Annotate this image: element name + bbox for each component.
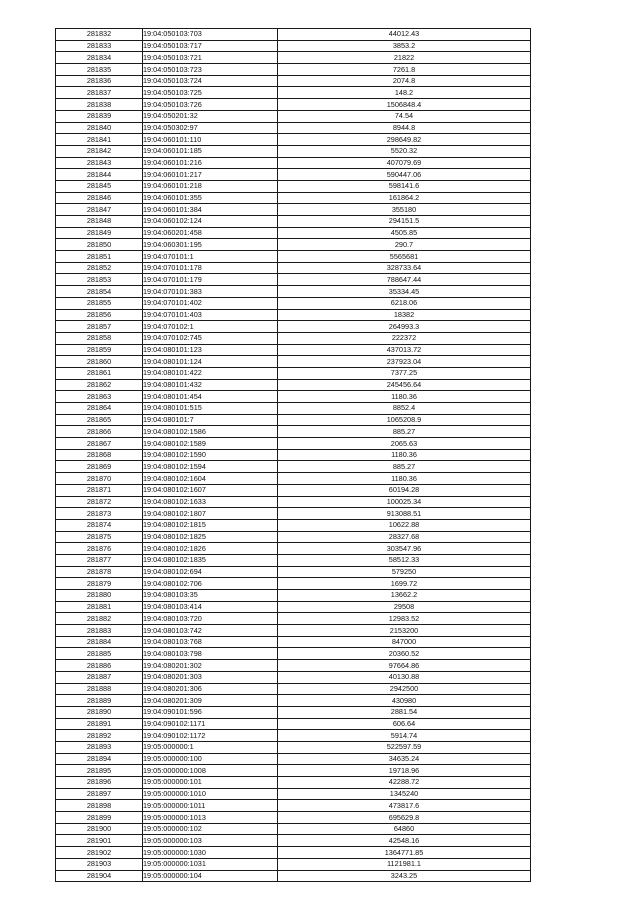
value-cell: 1180.36: [278, 473, 531, 485]
value-cell: 4505.85: [278, 227, 531, 239]
cadastral-number-cell: 19:04:080201:303: [143, 671, 278, 683]
cadastral-number-cell: 19:04:050103:724: [143, 75, 278, 87]
value-cell: 2881.54: [278, 706, 531, 718]
cadastral-number-cell: 19:04:080103:414: [143, 601, 278, 613]
table-row: [56, 777, 531, 789]
value-cell: 590447.06: [278, 169, 531, 181]
cadastral-number-cell: 19:04:050103:726: [143, 99, 278, 111]
table-row: [56, 122, 531, 134]
cadastral-number-cell: 19:04:080102:706: [143, 578, 278, 590]
value-cell: 7261.8: [278, 64, 531, 76]
row-number-cell: 281850: [56, 239, 143, 251]
cadastral-number-cell: 19:04:080101:124: [143, 356, 278, 368]
cadastral-number-cell: 19:05:000000:1: [143, 741, 278, 753]
cadastral-number-cell: 19:04:080101:123: [143, 344, 278, 356]
table-row: [56, 741, 531, 753]
cadastral-number-cell: 19:04:080103:742: [143, 625, 278, 637]
table-row: [56, 414, 531, 426]
cadastral-number-cell: 19:04:080201:306: [143, 683, 278, 695]
row-number-cell: 281862: [56, 379, 143, 391]
cadastral-number-cell: 19:04:060101:384: [143, 204, 278, 216]
value-cell: 12983.52: [278, 613, 531, 625]
cadastral-number-cell: 19:04:070101:178: [143, 262, 278, 274]
table-row: [56, 204, 531, 216]
table-row: [56, 800, 531, 812]
cadastral-number-cell: 19:04:080102:1633: [143, 496, 278, 508]
row-number-cell: 281863: [56, 391, 143, 403]
value-cell: 3853.2: [278, 40, 531, 52]
value-cell: 430980: [278, 695, 531, 707]
table-row: [56, 367, 531, 379]
table-row: [56, 531, 531, 543]
value-cell: 1506848.4: [278, 99, 531, 111]
cadastral-number-cell: 19:04:050103:725: [143, 87, 278, 99]
table-row: [56, 274, 531, 286]
table-row: [56, 601, 531, 613]
cadastral-number-cell: 19:04:080102:1835: [143, 554, 278, 566]
row-number-cell: 281852: [56, 262, 143, 274]
table-row: [56, 87, 531, 99]
row-number-cell: 281849: [56, 227, 143, 239]
cadastral-number-cell: 19:05:000000:1013: [143, 812, 278, 824]
row-number-cell: 281892: [56, 730, 143, 742]
table-row: [56, 227, 531, 239]
table-row: [56, 239, 531, 251]
value-cell: 2065.63: [278, 438, 531, 450]
cadastral-number-cell: 19:04:080102:1807: [143, 508, 278, 520]
table-row: [56, 297, 531, 309]
table-row: [56, 391, 531, 403]
value-cell: 264993.3: [278, 321, 531, 333]
table-row: [56, 648, 531, 660]
cadastral-number-cell: 19:05:000000:1008: [143, 765, 278, 777]
cadastral-number-cell: 19:04:080102:1815: [143, 519, 278, 531]
cadastral-number-cell: 19:04:060101:110: [143, 134, 278, 146]
row-number-cell: 281835: [56, 64, 143, 76]
row-number-cell: 281879: [56, 578, 143, 590]
value-cell: 8944.8: [278, 122, 531, 134]
row-number-cell: 281869: [56, 461, 143, 473]
row-number-cell: 281903: [56, 858, 143, 870]
value-cell: 5520.32: [278, 145, 531, 157]
cadastral-number-cell: 19:04:050302:97: [143, 122, 278, 134]
value-cell: 1065208.9: [278, 414, 531, 426]
cadastral-number-cell: 19:04:080201:309: [143, 695, 278, 707]
value-cell: 5914.74: [278, 730, 531, 742]
value-cell: 74.54: [278, 110, 531, 122]
row-number-cell: 281845: [56, 180, 143, 192]
table-row: [56, 812, 531, 824]
row-number-cell: 281893: [56, 741, 143, 753]
cadastral-number-cell: 19:05:000000:1011: [143, 800, 278, 812]
value-cell: 100025.34: [278, 496, 531, 508]
row-number-cell: 281874: [56, 519, 143, 531]
table-row: [56, 216, 531, 228]
cadastral-number-cell: 19:04:060301:195: [143, 239, 278, 251]
value-cell: 328733.64: [278, 262, 531, 274]
cadastral-number-cell: 19:04:080103:720: [143, 613, 278, 625]
table-row: [56, 484, 531, 496]
value-cell: 473817.6: [278, 800, 531, 812]
cadastral-number-cell: 19:04:060101:355: [143, 192, 278, 204]
table-row: [56, 180, 531, 192]
cadastral-number-cell: 19:04:080101:432: [143, 379, 278, 391]
table-row: [56, 251, 531, 263]
row-number-cell: 281882: [56, 613, 143, 625]
table-row: [56, 169, 531, 181]
value-cell: 44012.43: [278, 29, 531, 41]
cadastral-number-cell: 19:04:080102:694: [143, 566, 278, 578]
value-cell: 5565681: [278, 251, 531, 263]
value-cell: 161864.2: [278, 192, 531, 204]
cadastral-number-cell: 19:04:060102:124: [143, 216, 278, 228]
row-number-cell: 281836: [56, 75, 143, 87]
row-number-cell: 281886: [56, 660, 143, 672]
value-cell: 6218.06: [278, 297, 531, 309]
table-row: [56, 625, 531, 637]
row-number-cell: 281889: [56, 695, 143, 707]
table-row: [56, 64, 531, 76]
cadastral-number-cell: 19:04:080101:515: [143, 403, 278, 415]
value-cell: 64860: [278, 823, 531, 835]
cadastral-number-cell: 19:04:080102:1589: [143, 438, 278, 450]
value-cell: 579250: [278, 566, 531, 578]
row-number-cell: 281872: [56, 496, 143, 508]
value-cell: 598141.6: [278, 180, 531, 192]
table-row: [56, 858, 531, 870]
cadastral-number-cell: 19:04:080102:1590: [143, 449, 278, 461]
value-cell: 2942500: [278, 683, 531, 695]
value-cell: 885.27: [278, 426, 531, 438]
table-row: [56, 718, 531, 730]
row-number-cell: 281883: [56, 625, 143, 637]
row-number-cell: 281860: [56, 356, 143, 368]
value-cell: 42288.72: [278, 777, 531, 789]
table-row: [56, 590, 531, 602]
cadastral-number-cell: 19:05:000000:1030: [143, 847, 278, 859]
value-cell: 1180.36: [278, 449, 531, 461]
row-number-cell: 281897: [56, 788, 143, 800]
table-row: [56, 636, 531, 648]
table-row: [56, 823, 531, 835]
table-row: [56, 835, 531, 847]
value-cell: 1345240: [278, 788, 531, 800]
table-row: [56, 671, 531, 683]
table-row: [56, 321, 531, 333]
table-row: [56, 262, 531, 274]
value-cell: 298649.82: [278, 134, 531, 146]
row-number-cell: 281898: [56, 800, 143, 812]
row-number-cell: 281848: [56, 216, 143, 228]
value-cell: 2074.8: [278, 75, 531, 87]
cadastral-number-cell: 19:04:080103:768: [143, 636, 278, 648]
table-row: [56, 449, 531, 461]
table-row: [56, 110, 531, 122]
cadastral-number-cell: 19:04:060101:185: [143, 145, 278, 157]
value-cell: 42548.16: [278, 835, 531, 847]
cadastral-number-cell: 19:04:050201:32: [143, 110, 278, 122]
table-row: [56, 379, 531, 391]
cadastral-number-cell: 19:04:060201:458: [143, 227, 278, 239]
table-row: [56, 157, 531, 169]
row-number-cell: 281838: [56, 99, 143, 111]
value-cell: 18382: [278, 309, 531, 321]
table-row: [56, 29, 531, 41]
table-row: [56, 145, 531, 157]
cadastral-number-cell: 19:04:070101:402: [143, 297, 278, 309]
row-number-cell: 281890: [56, 706, 143, 718]
row-number-cell: 281833: [56, 40, 143, 52]
cadastral-number-cell: 19:04:070102:1: [143, 321, 278, 333]
table-row: [56, 134, 531, 146]
row-number-cell: 281891: [56, 718, 143, 730]
cadastral-number-cell: 19:04:080102:1604: [143, 473, 278, 485]
value-cell: 40130.88: [278, 671, 531, 683]
table-row: [56, 870, 531, 882]
value-cell: 407079.69: [278, 157, 531, 169]
value-cell: 19718.96: [278, 765, 531, 777]
cadastral-number-cell: 19:05:000000:103: [143, 835, 278, 847]
table-row: [56, 426, 531, 438]
value-cell: 29508: [278, 601, 531, 613]
row-number-cell: 281878: [56, 566, 143, 578]
cadastral-number-cell: 19:04:080103:798: [143, 648, 278, 660]
row-number-cell: 281847: [56, 204, 143, 216]
row-number-cell: 281858: [56, 332, 143, 344]
table-row: [56, 40, 531, 52]
row-number-cell: 281859: [56, 344, 143, 356]
cadastral-number-cell: 19:04:080101:422: [143, 367, 278, 379]
value-cell: 606.64: [278, 718, 531, 730]
cadastral-number-cell: 19:05:000000:104: [143, 870, 278, 882]
cadastral-number-cell: 19:04:080102:1607: [143, 484, 278, 496]
table-row: [56, 543, 531, 555]
table-row: [56, 566, 531, 578]
cadastral-number-cell: 19:04:080102:1826: [143, 543, 278, 555]
cadastral-number-cell: 19:04:090101:596: [143, 706, 278, 718]
row-number-cell: 281857: [56, 321, 143, 333]
value-cell: 695629.8: [278, 812, 531, 824]
row-number-cell: 281839: [56, 110, 143, 122]
value-cell: 913088.51: [278, 508, 531, 520]
row-number-cell: 281899: [56, 812, 143, 824]
value-cell: 437013.72: [278, 344, 531, 356]
value-cell: 1699.72: [278, 578, 531, 590]
cadastral-number-cell: 19:05:000000:100: [143, 753, 278, 765]
value-cell: 222372: [278, 332, 531, 344]
table-row: [56, 788, 531, 800]
cadastral-number-cell: 19:04:080102:1594: [143, 461, 278, 473]
row-number-cell: 281851: [56, 251, 143, 263]
value-cell: 1364771.85: [278, 847, 531, 859]
row-number-cell: 281877: [56, 554, 143, 566]
row-number-cell: 281832: [56, 29, 143, 41]
row-number-cell: 281865: [56, 414, 143, 426]
table-row: [56, 473, 531, 485]
value-cell: 8852.4: [278, 403, 531, 415]
cadastral-number-cell: 19:04:050103:721: [143, 52, 278, 64]
table-row: [56, 75, 531, 87]
row-number-cell: 281870: [56, 473, 143, 485]
cadastral-number-cell: 19:05:000000:1031: [143, 858, 278, 870]
cadastral-number-cell: 19:04:080102:1825: [143, 531, 278, 543]
table-row: [56, 683, 531, 695]
value-cell: 237923.04: [278, 356, 531, 368]
table-row: [56, 554, 531, 566]
table-row: [56, 847, 531, 859]
row-number-cell: 281843: [56, 157, 143, 169]
value-cell: 97664.86: [278, 660, 531, 672]
table-row: [56, 765, 531, 777]
table-row: [56, 332, 531, 344]
cadastral-number-cell: 19:04:050103:703: [143, 29, 278, 41]
cadastral-number-cell: 19:04:060101:217: [143, 169, 278, 181]
row-number-cell: 281902: [56, 847, 143, 859]
row-number-cell: 281861: [56, 367, 143, 379]
row-number-cell: 281895: [56, 765, 143, 777]
cadastral-number-cell: 19:04:070101:403: [143, 309, 278, 321]
value-cell: 60194.28: [278, 484, 531, 496]
table-row: [56, 706, 531, 718]
table-row: [56, 356, 531, 368]
row-number-cell: 281896: [56, 777, 143, 789]
cadastral-number-cell: 19:04:080101:7: [143, 414, 278, 426]
row-number-cell: 281842: [56, 145, 143, 157]
table-row: [56, 578, 531, 590]
value-cell: 148.2: [278, 87, 531, 99]
row-number-cell: 281854: [56, 286, 143, 298]
table-row: [56, 496, 531, 508]
value-cell: 1180.36: [278, 391, 531, 403]
value-cell: 10622.88: [278, 519, 531, 531]
row-number-cell: 281901: [56, 835, 143, 847]
row-number-cell: 281866: [56, 426, 143, 438]
row-number-cell: 281867: [56, 438, 143, 450]
table-row: [56, 613, 531, 625]
value-cell: 290.7: [278, 239, 531, 251]
value-cell: 3243.25: [278, 870, 531, 882]
cadastral-number-cell: 19:05:000000:101: [143, 777, 278, 789]
value-cell: 34635.24: [278, 753, 531, 765]
row-number-cell: 281856: [56, 309, 143, 321]
cadastral-number-cell: 19:04:090102:1172: [143, 730, 278, 742]
value-cell: 885.27: [278, 461, 531, 473]
value-cell: 355180: [278, 204, 531, 216]
table-row: [56, 52, 531, 64]
row-number-cell: 281888: [56, 683, 143, 695]
table-row: [56, 508, 531, 520]
row-number-cell: 281881: [56, 601, 143, 613]
row-number-cell: 281841: [56, 134, 143, 146]
row-number-cell: 281868: [56, 449, 143, 461]
value-cell: 7377.25: [278, 367, 531, 379]
row-number-cell: 281864: [56, 403, 143, 415]
cadastral-number-cell: 19:04:090102:1171: [143, 718, 278, 730]
row-number-cell: 281853: [56, 274, 143, 286]
cadastral-number-cell: 19:04:080102:1586: [143, 426, 278, 438]
cadastral-number-cell: 19:04:070101:1: [143, 251, 278, 263]
row-number-cell: 281876: [56, 543, 143, 555]
table-row: [56, 344, 531, 356]
value-cell: 13662.2: [278, 590, 531, 602]
value-cell: 294151.5: [278, 216, 531, 228]
table-row: [56, 660, 531, 672]
value-cell: 2153200: [278, 625, 531, 637]
row-number-cell: 281887: [56, 671, 143, 683]
cadastral-number-cell: 19:05:000000:102: [143, 823, 278, 835]
row-number-cell: 281894: [56, 753, 143, 765]
table-row: [56, 192, 531, 204]
value-cell: 58512.33: [278, 554, 531, 566]
cadastral-number-cell: 19:04:060101:218: [143, 180, 278, 192]
table-row: [56, 99, 531, 111]
row-number-cell: 281880: [56, 590, 143, 602]
value-cell: 28327.68: [278, 531, 531, 543]
row-number-cell: 281855: [56, 297, 143, 309]
value-cell: 847000: [278, 636, 531, 648]
cadastral-value-table: [55, 28, 531, 882]
cadastral-number-cell: 19:04:050103:717: [143, 40, 278, 52]
row-number-cell: 281844: [56, 169, 143, 181]
cadastral-number-cell: 19:04:070101:179: [143, 274, 278, 286]
value-cell: 20360.52: [278, 648, 531, 660]
value-cell: 35334.45: [278, 286, 531, 298]
value-cell: 21822: [278, 52, 531, 64]
row-number-cell: 281875: [56, 531, 143, 543]
cadastral-number-cell: 19:04:080103:35: [143, 590, 278, 602]
row-number-cell: 281837: [56, 87, 143, 99]
value-cell: 245456.64: [278, 379, 531, 391]
cadastral-number-cell: 19:04:060101:216: [143, 157, 278, 169]
cadastral-number-cell: 19:04:070102:745: [143, 332, 278, 344]
table-row: [56, 519, 531, 531]
value-cell: 788647.44: [278, 274, 531, 286]
row-number-cell: 281900: [56, 823, 143, 835]
row-number-cell: 281885: [56, 648, 143, 660]
row-number-cell: 281873: [56, 508, 143, 520]
table-row: [56, 438, 531, 450]
row-number-cell: 281846: [56, 192, 143, 204]
table-row: [56, 309, 531, 321]
row-number-cell: 281871: [56, 484, 143, 496]
value-cell: 1121981.1: [278, 858, 531, 870]
table-row: [56, 461, 531, 473]
row-number-cell: 281840: [56, 122, 143, 134]
row-number-cell: 281904: [56, 870, 143, 882]
cadastral-number-cell: 19:04:080201:302: [143, 660, 278, 672]
value-cell: 303547.96: [278, 543, 531, 555]
cadastral-number-cell: 19:04:050103:723: [143, 64, 278, 76]
table-row: [56, 753, 531, 765]
table-row: [56, 286, 531, 298]
cadastral-number-cell: 19:05:000000:1010: [143, 788, 278, 800]
row-number-cell: 281834: [56, 52, 143, 64]
table-row: [56, 730, 531, 742]
value-cell: 522597.59: [278, 741, 531, 753]
row-number-cell: 281884: [56, 636, 143, 648]
cadastral-number-cell: 19:04:080101:454: [143, 391, 278, 403]
cadastral-number-cell: 19:04:070101:383: [143, 286, 278, 298]
table-body: [56, 29, 531, 882]
table-row: [56, 403, 531, 415]
table-row: [56, 695, 531, 707]
